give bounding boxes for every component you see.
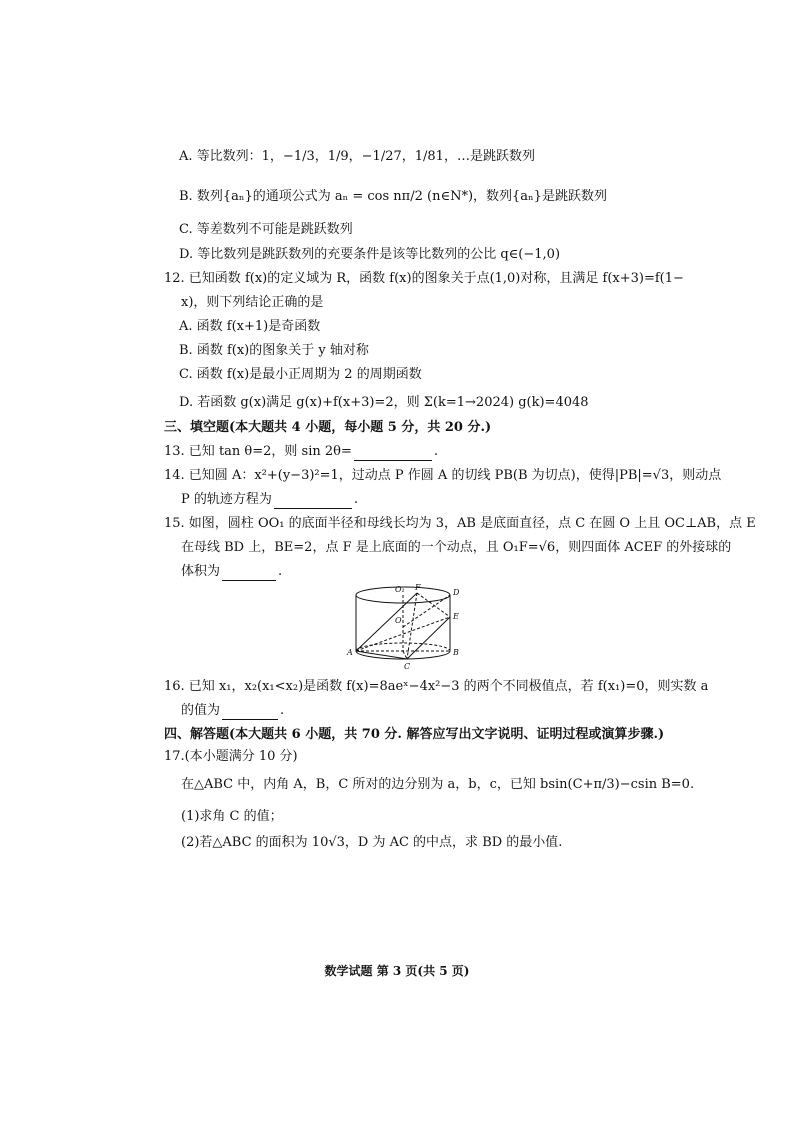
q13: 13. 已知 tan θ=2，则 sin 2θ= .	[164, 444, 439, 459]
q12-stem-line2: x)，则下列结论正确的是	[181, 295, 324, 310]
q17-stem: 在△ABC 中，内角 A，B，C 所对的边分别为 a，b，c，已知 bsin(C+π/3)−csin B=0.	[181, 777, 695, 792]
q12-option-a: A. 函数 f(x+1)是奇函数	[179, 319, 321, 334]
q11-option-b: B. 数列{aₙ}的通项公式为 aₙ = cos nπ/2 (n∈N*)，数列{aₙ}是跳跃数列	[179, 189, 607, 204]
label-a: A	[347, 648, 353, 657]
q16-line1: 16. 已知 x₁，x₂(x₁<x₂)是函数 f(x)=8aeˣ−4x²−3 的两个不同极值点，若 f(x₁)=0，则实数 a	[164, 679, 709, 694]
q12-option-d: D. 若函数 g(x)满足 g(x)+f(x+3)=2，则 Σ(k=1→2024) g(k)=4048	[179, 395, 589, 410]
q16-answer-blank	[222, 705, 278, 720]
q15-line1: 15. 如图，圆柱 OO₁ 的底面半径和母线长均为 3，AB 是底面直径，点 C 在圆 O 上且 OC⊥AB，点 E	[164, 516, 756, 531]
segment-af	[356, 593, 417, 651]
label-c: C	[404, 662, 411, 671]
q15-line2: 在母线 BD 上，BE=2，点 F 是上底面的一个动点，且 O₁F=√6，则四面体 ACEF 的外接球的	[181, 540, 732, 555]
q12-stem-line1: 12. 已知函数 f(x)的定义域为 R，函数 f(x)的图象关于点(1,0)对称，且满足 f(x+3)=f(1−	[164, 271, 684, 286]
label-d: D	[453, 588, 460, 597]
q14-line2: P 的轨迹方程为 .	[181, 492, 359, 507]
label-b: B	[453, 648, 459, 657]
section-fill-in-heading: 三、填空题(本大题共 4 小题，每小题 5 分，共 20 分.)	[164, 420, 492, 435]
segment-oc	[403, 651, 407, 659]
bottom-front-arc	[356, 651, 450, 659]
section-solution-heading: 四、解答题(本大题共 6 小题，共 70 分. 解答应写出文字说明、证明过程或演算步骤.)	[164, 727, 665, 742]
q14-answer-blank	[274, 494, 352, 509]
label-o: O	[395, 616, 402, 625]
q17-part1: (1)求角 C 的值；	[181, 809, 283, 824]
label-f: F	[415, 583, 421, 592]
label-o1: O₁	[395, 585, 405, 594]
q15-line3: 体积为 .	[181, 564, 283, 579]
q12-option-c: C. 函数 f(x)是最小正周期为 2 的周期函数	[179, 367, 422, 382]
q13-answer-blank	[354, 446, 432, 461]
cylinder-figure	[345, 583, 465, 671]
q16-line2-text: 的值为	[181, 703, 221, 718]
q11-option-d: D. 等比数列是跳跃数列的充要条件是该等比数列的公比 q∈(−1,0)	[179, 247, 561, 262]
q17-heading: 17.(本小题满分 10 分)	[164, 749, 298, 764]
q11-option-a: A. 等比数列：1，−1/3，1/9，−1/27，1/81，…是跳跃数列	[179, 149, 535, 164]
page-footer: 数学试题 第 3 页(共 5 页)	[324, 964, 470, 978]
label-e: E	[453, 612, 459, 621]
q14-line2-text: P 的轨迹方程为	[181, 492, 272, 507]
q15-answer-blank	[222, 566, 276, 581]
q17-part2: (2)若△ABC 的面积为 10√3，D 为 AC 的中点，求 BD 的最小值.	[181, 835, 563, 850]
q15-line3-text: 体积为	[181, 564, 221, 579]
q12-option-b: B. 函数 f(x)的图象关于 y 轴对称	[179, 343, 369, 358]
q16-line2: 的值为 .	[181, 703, 285, 718]
q11-option-c: C. 等差数列不可能是跳跃数列	[179, 222, 353, 237]
q13-text: 13. 已知 tan θ=2，则 sin 2θ=	[164, 444, 352, 459]
segment-ce	[407, 617, 450, 659]
q14-line1: 14. 已知圆 A：x²+(y−3)²=1，过动点 P 作圆 A 的切线 PB(B 为切点)，使得|PB|=√3，则动点	[164, 468, 722, 483]
segment-fe	[417, 593, 450, 617]
